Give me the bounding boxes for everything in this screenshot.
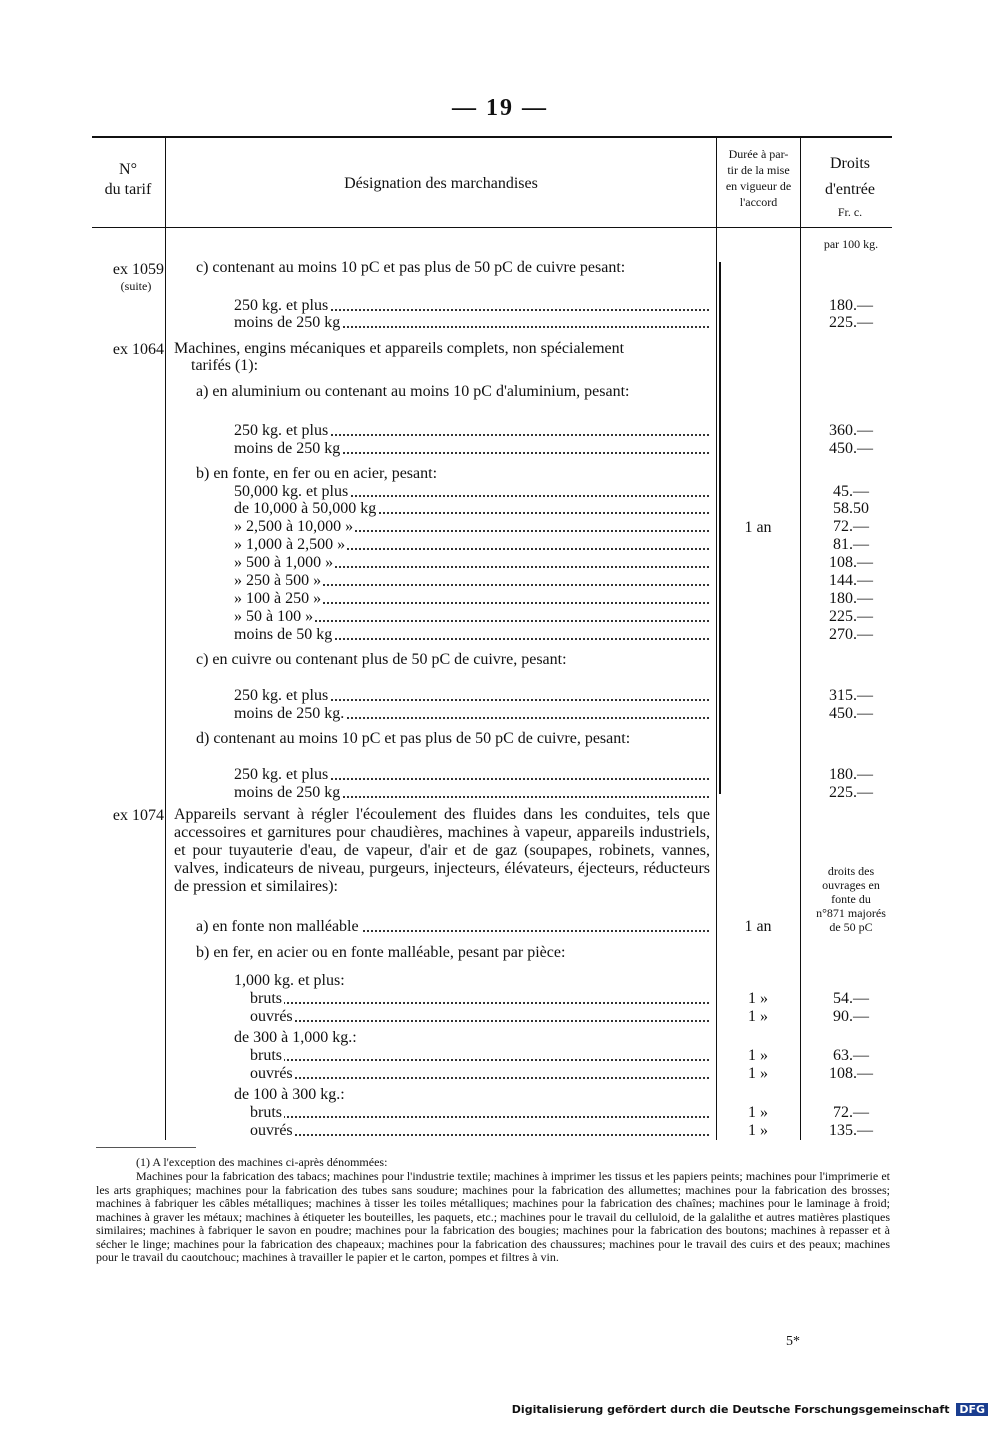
droit-note-line: ouvrages en bbox=[822, 878, 880, 892]
item-label: bruts bbox=[250, 990, 282, 1007]
list-item bbox=[234, 297, 709, 315]
droit-value: 63.— bbox=[833, 1047, 869, 1064]
list-item bbox=[234, 784, 709, 802]
section-heading: Appareils servant à régler l'écoulement des fluides dans les conduites, tels que accessoires et garnitures pour chaudières, machines à vapeur, appareils industriels, et pour tuyauterie d'eau, de vapeur, d'air et de gaz (soupapes, robinets, vannes, valves, indicateurs de niveau, purgeurs, injecteurs, élévateurs, éjecteurs, réducteurs de pression et similaires): bbox=[174, 806, 710, 895]
duree-value: 1 » bbox=[748, 1047, 768, 1064]
droit-value: 180.— bbox=[829, 297, 873, 314]
subsection-heading: c) en cuivre ou contenant plus de 50 pC de cuivre, pesant: bbox=[196, 651, 567, 668]
item-label: » 100 à 250 » bbox=[234, 590, 322, 607]
list-item bbox=[250, 1065, 709, 1083]
list-item bbox=[250, 990, 709, 1008]
droit-value: 72.— bbox=[833, 518, 869, 535]
list-item bbox=[234, 766, 709, 784]
droit-note bbox=[802, 864, 900, 934]
item-label: moins de 250 kg bbox=[234, 440, 341, 457]
droit-value: 108.— bbox=[829, 554, 873, 571]
list-item bbox=[234, 500, 709, 518]
droit-note-line: droits des bbox=[827, 864, 875, 878]
item-label: ouvrés bbox=[250, 1008, 293, 1025]
subsection-heading: a) en aluminium ou contenant au moins 10 pC d'aluminium, pesant: bbox=[196, 383, 630, 400]
col-divider-3 bbox=[800, 138, 801, 1140]
section-heading: Machines, engins mécaniques et appareils complets, non spécialement bbox=[174, 340, 625, 357]
table-top-rule bbox=[92, 136, 892, 138]
item-label: ouvrés bbox=[250, 1122, 293, 1139]
droit-note-line: fonte du bbox=[831, 892, 871, 906]
tarif-number: ex 1074 bbox=[112, 807, 164, 824]
droit-value: 135.— bbox=[829, 1122, 873, 1139]
duree-value: 1 » bbox=[748, 1104, 768, 1121]
item-label: bruts bbox=[250, 1104, 282, 1121]
credit-text: Digitalisierung gefördert durch die Deutsche Forschungsgemeinschaft bbox=[511, 1403, 950, 1416]
list-item bbox=[250, 1047, 709, 1065]
droit-value: 450.— bbox=[829, 440, 873, 457]
signature-mark: 5* bbox=[786, 1334, 800, 1349]
tarif-number: ex 1059 bbox=[112, 261, 164, 278]
item-label: moins de 250 kg. bbox=[234, 705, 345, 722]
item-label: moins de 250 kg bbox=[234, 314, 341, 331]
list-item bbox=[234, 554, 709, 572]
droit-value: 81.— bbox=[833, 536, 869, 553]
list-item bbox=[234, 705, 709, 723]
duree-value: 1 an bbox=[744, 519, 772, 536]
list-item bbox=[196, 918, 709, 936]
list-item bbox=[250, 1008, 709, 1026]
list-item bbox=[250, 1122, 709, 1140]
list-item bbox=[234, 608, 709, 626]
duree-value: 1 » bbox=[748, 1122, 768, 1139]
item-label: » 250 à 500 » bbox=[234, 572, 322, 589]
droit-value: 450.— bbox=[829, 705, 873, 722]
droit-value: 360.— bbox=[829, 422, 873, 439]
tarif-suite: (suite) bbox=[120, 279, 152, 293]
item-label: moins de 250 kg bbox=[234, 784, 341, 801]
page-number: — 19 — bbox=[452, 95, 548, 121]
item-label: de 10,000 à 50,000 kg bbox=[234, 500, 377, 517]
droit-note-line: de 50 pC bbox=[829, 920, 873, 934]
item-label: » 2,500 à 10,000 » bbox=[234, 518, 354, 535]
tarif-number: ex 1064 bbox=[112, 341, 164, 358]
subsection-heading: d) contenant au moins 10 pC et pas plus de 50 pC de cuivre, pesant: bbox=[196, 730, 631, 747]
header-duree bbox=[717, 146, 800, 210]
item-label: 50,000 kg. et plus bbox=[234, 483, 349, 500]
header-duree-line: tir de la mise bbox=[727, 163, 790, 177]
footnote-body: Machines pour la fabrication des tabacs; machines pour l'industrie textile; machines à imprimer les tissus et les papiers peints; machines pour l'imprimerie et les arts graphiques; machines pour la fabrication des tubes sans soudure; machines pour la fabrication des allumettes; machines pour la fabrication des brosses; machines à fabriquer les câbles métalliques; machines à tisser les toiles métalliques; machines pour la fabrication des chaînes; machines pour le laminage à froid; machines à graver les métaux; machines à étiqueter les bouteilles, les paquets, etc.; machines pour le travail du celluloid, de la galalithe et autres matières plastiques similaires; machines à fabriquer le savon en poudre; machines pour la fabrication des bougies; machines pour la fabrication des boutons; machines à repasser et à sécher le linge; machines pour la fabrication des chapeaux; machines pour la fabrication des chaussures; machines pour le travail des cuirs et des peaux; machines pour le travail du caoutchouc; machines à travailler le papier et le carton, pompes et filtres à vin. bbox=[96, 1169, 890, 1264]
item-label: » 500 à 1,000 » bbox=[234, 554, 334, 571]
duree-value: 1 » bbox=[748, 1008, 768, 1025]
droit-value: 225.— bbox=[829, 314, 873, 331]
droit-value: 90.— bbox=[833, 1008, 869, 1025]
header-duree-line: l'accord bbox=[739, 195, 778, 209]
header-droits-unit: Fr. c. bbox=[837, 205, 863, 219]
droit-value: 72.— bbox=[833, 1104, 869, 1121]
list-item bbox=[234, 536, 709, 554]
droit-value: 180.— bbox=[829, 590, 873, 607]
droit-value: 270.— bbox=[829, 626, 873, 643]
header-droits-line2: d'entrée bbox=[825, 181, 875, 198]
droit-value: 54.— bbox=[833, 990, 869, 1007]
droit-note-line: n°871 majorés bbox=[816, 906, 886, 920]
subsection-heading: b) en fonte, en fer ou en acier, pesant: bbox=[196, 465, 438, 482]
duree-value: 1 an bbox=[744, 918, 772, 935]
droit-value: 225.— bbox=[829, 608, 873, 625]
unit-note: par 100 kg. bbox=[823, 237, 879, 251]
dfg-logo: DFG bbox=[956, 1403, 988, 1416]
group-title: de 100 à 300 kg.: bbox=[234, 1086, 345, 1103]
digitization-credit bbox=[512, 1403, 988, 1416]
section-heading: tarifés (1): bbox=[191, 357, 259, 374]
list-item bbox=[234, 518, 709, 536]
footnote-rule bbox=[96, 1147, 196, 1148]
item-label: » 1,000 à 2,500 » bbox=[234, 536, 346, 553]
group-title: 1,000 kg. et plus: bbox=[234, 972, 345, 989]
droit-value: 108.— bbox=[829, 1065, 873, 1082]
item-label: 250 kg. et plus bbox=[234, 687, 329, 704]
list-item bbox=[234, 483, 709, 501]
item-label: ouvrés bbox=[250, 1065, 293, 1082]
item-label: moins de 50 kg bbox=[234, 626, 333, 643]
item-label: a) en fonte non malléable bbox=[196, 918, 359, 935]
header-tarif bbox=[92, 160, 164, 200]
item-label: 250 kg. et plus bbox=[234, 766, 329, 783]
droit-value: 58.50 bbox=[833, 500, 869, 517]
header-duree-line: Durée à par- bbox=[728, 147, 789, 161]
list-item bbox=[234, 422, 709, 440]
item-label: » 50 à 100 » bbox=[234, 608, 314, 625]
list-item bbox=[234, 440, 709, 458]
list-item bbox=[234, 687, 709, 705]
item-label: 250 kg. et plus bbox=[234, 422, 329, 439]
list-item bbox=[234, 626, 709, 644]
droit-value: 180.— bbox=[829, 766, 873, 783]
item-label: 250 kg. et plus bbox=[234, 297, 329, 314]
droit-value: 225.— bbox=[829, 784, 873, 801]
list-item bbox=[234, 314, 709, 332]
list-item bbox=[234, 572, 709, 590]
section-heading: c) contenant au moins 10 pC et pas plus de 50 pC de cuivre pesant: bbox=[196, 259, 626, 276]
duree-value: 1 » bbox=[748, 990, 768, 1007]
header-tarif-line2: du tarif bbox=[104, 181, 152, 198]
droit-value: 45.— bbox=[833, 483, 869, 500]
header-duree-line: en vigueur de bbox=[725, 179, 792, 193]
droit-value: 315.— bbox=[829, 687, 873, 704]
header-bottom-rule bbox=[92, 227, 892, 228]
footnote-intro: (1) A l'exception des machines ci-après dénommées: bbox=[136, 1155, 388, 1169]
list-item bbox=[250, 1104, 709, 1122]
duree-value: 1 » bbox=[748, 1065, 768, 1082]
list-item bbox=[234, 590, 709, 608]
header-droits-line1: Droits bbox=[830, 155, 870, 172]
header-designation: Désignation des marchandises bbox=[344, 175, 538, 192]
droit-value: 144.— bbox=[829, 572, 873, 589]
header-droits bbox=[801, 154, 899, 220]
subsection-heading: b) en fer, en acier ou en fonte malléable, pesant par pièce: bbox=[196, 944, 566, 961]
group-title: de 300 à 1,000 kg.: bbox=[234, 1029, 357, 1046]
item-label: bruts bbox=[250, 1047, 282, 1064]
header-tarif-line1: N° bbox=[119, 161, 137, 178]
